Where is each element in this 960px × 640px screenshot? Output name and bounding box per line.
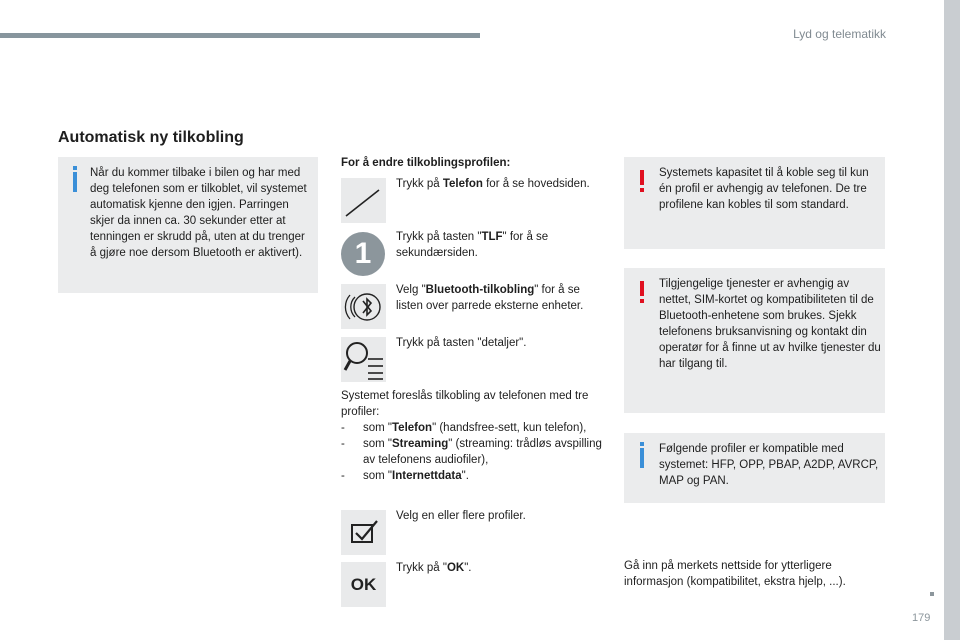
- bullet-dash: -: [341, 422, 345, 434]
- step-1-text: [396, 176, 606, 192]
- page-number: 179: [912, 612, 931, 624]
- ok-button-icon: [341, 562, 386, 607]
- website-note: Gå inn på merkets nettside for ytterligere informasjon (kompatibilitet, ekstra hjelp, ...).: [624, 560, 846, 588]
- step-1-bold: Telefon: [442, 178, 483, 190]
- step-6-text: [396, 560, 606, 576]
- step-2-post: " for å se sekundærsiden.: [396, 231, 549, 259]
- top-rule: [0, 33, 480, 38]
- profiles-intro: Systemet foreslås tilkobling av telefonen med tre profiler:: [341, 390, 589, 418]
- profile-pre: som ": [363, 470, 393, 482]
- profile-name: Internettdata: [392, 470, 462, 482]
- profile-name: Streaming: [392, 438, 449, 450]
- warning-icon: [640, 170, 644, 185]
- page-edge-strip: [944, 0, 960, 640]
- bluetooth-icon: [341, 284, 386, 329]
- profile-item: [341, 420, 606, 436]
- step-number-badge: 1: [341, 232, 385, 276]
- warning-box-text: Tilgjengelige tjenester er avhengig av nettet, SIM-kortet og kompatibiliteten til de Bluetooth-enhetene som brukes. Sjekk telefonens bruksanvisning og kontakt din operatør for å finne ut av hvilke tjenester du har tilgang til.: [659, 278, 881, 370]
- details-search-icon: [341, 337, 386, 382]
- step-3-bold: Bluetooth-tilkobling: [425, 284, 535, 296]
- step-1-post: for å se hovedsiden.: [482, 178, 590, 190]
- step-6-bold: OK: [446, 562, 465, 574]
- phone-icon: [341, 178, 386, 223]
- procedure-subheading: For å endre tilkoblingsprofilen:: [341, 157, 511, 169]
- info-box-reconnect: [58, 157, 318, 293]
- bullet-dash: -: [341, 438, 345, 450]
- step-5-text: Velg en eller flere profiler.: [396, 510, 526, 522]
- profile-item: [341, 468, 606, 484]
- warning-box-profile-capacity: [624, 157, 885, 249]
- step-2-bold: TLF: [481, 231, 503, 243]
- step-1-pre: Trykk på: [396, 178, 443, 190]
- profile-desc: " (handsfree-sett, kun telefon),: [432, 422, 587, 434]
- step-2-pre: Trykk på tasten ": [396, 231, 482, 243]
- section-header: Lyd og telematikk: [793, 27, 886, 41]
- profile-desc: " (streaming: trådløs avspilling av telefonens audiofiler),: [363, 438, 602, 466]
- info-icon: [73, 172, 77, 192]
- warning-box-services: [624, 268, 885, 413]
- page-marker: [930, 592, 934, 596]
- step-4-text: Trykk på tasten "detaljer".: [396, 337, 527, 349]
- info-box-compatible-profiles: [624, 433, 885, 503]
- profile-pre: som ": [363, 422, 393, 434]
- info-box-text: Følgende profiler er kompatible med systemet: HFP, OPP, PBAP, A2DP, AVRCP, MAP og PAN.: [659, 443, 879, 487]
- ok-icon-label: OK: [350, 575, 377, 594]
- profile-pre: som ": [363, 438, 393, 450]
- warning-icon: [640, 281, 644, 296]
- step-3-pre: Velg ": [396, 284, 426, 296]
- profiles-list: [341, 388, 606, 484]
- warning-box-text: Systemets kapasitet til å koble seg til kun én profil er avhengig av telefonen. De tre profilene kan kobles til som standard.: [659, 167, 869, 211]
- profile-name: Telefon: [392, 422, 433, 434]
- bullet-dash: -: [341, 470, 345, 482]
- profile-desc: ".: [461, 470, 469, 482]
- step-6-pre: Trykk på ": [396, 562, 447, 574]
- info-box-text: Når du kommer tilbake i bilen og har med deg telefonen som er tilkoblet, vil systemet automatisk kjenne den igjen. Parringen skjer da innen ca. 30 sekunder etter at tenningen er skrudd på, uten at du trenger å gjøre noe dersom Bluetooth er aktivert).: [90, 167, 307, 259]
- profile-item: [341, 436, 606, 468]
- step-2-text: [396, 229, 606, 261]
- step-3-text: [396, 282, 606, 314]
- checkbox-icon: [341, 510, 386, 555]
- info-icon: [640, 448, 644, 468]
- step-3-post: " for å se listen over parrede eksterne enheter.: [396, 284, 584, 312]
- page-heading: Automatisk ny tilkobling: [58, 129, 244, 146]
- step-6-post: ".: [464, 562, 472, 574]
